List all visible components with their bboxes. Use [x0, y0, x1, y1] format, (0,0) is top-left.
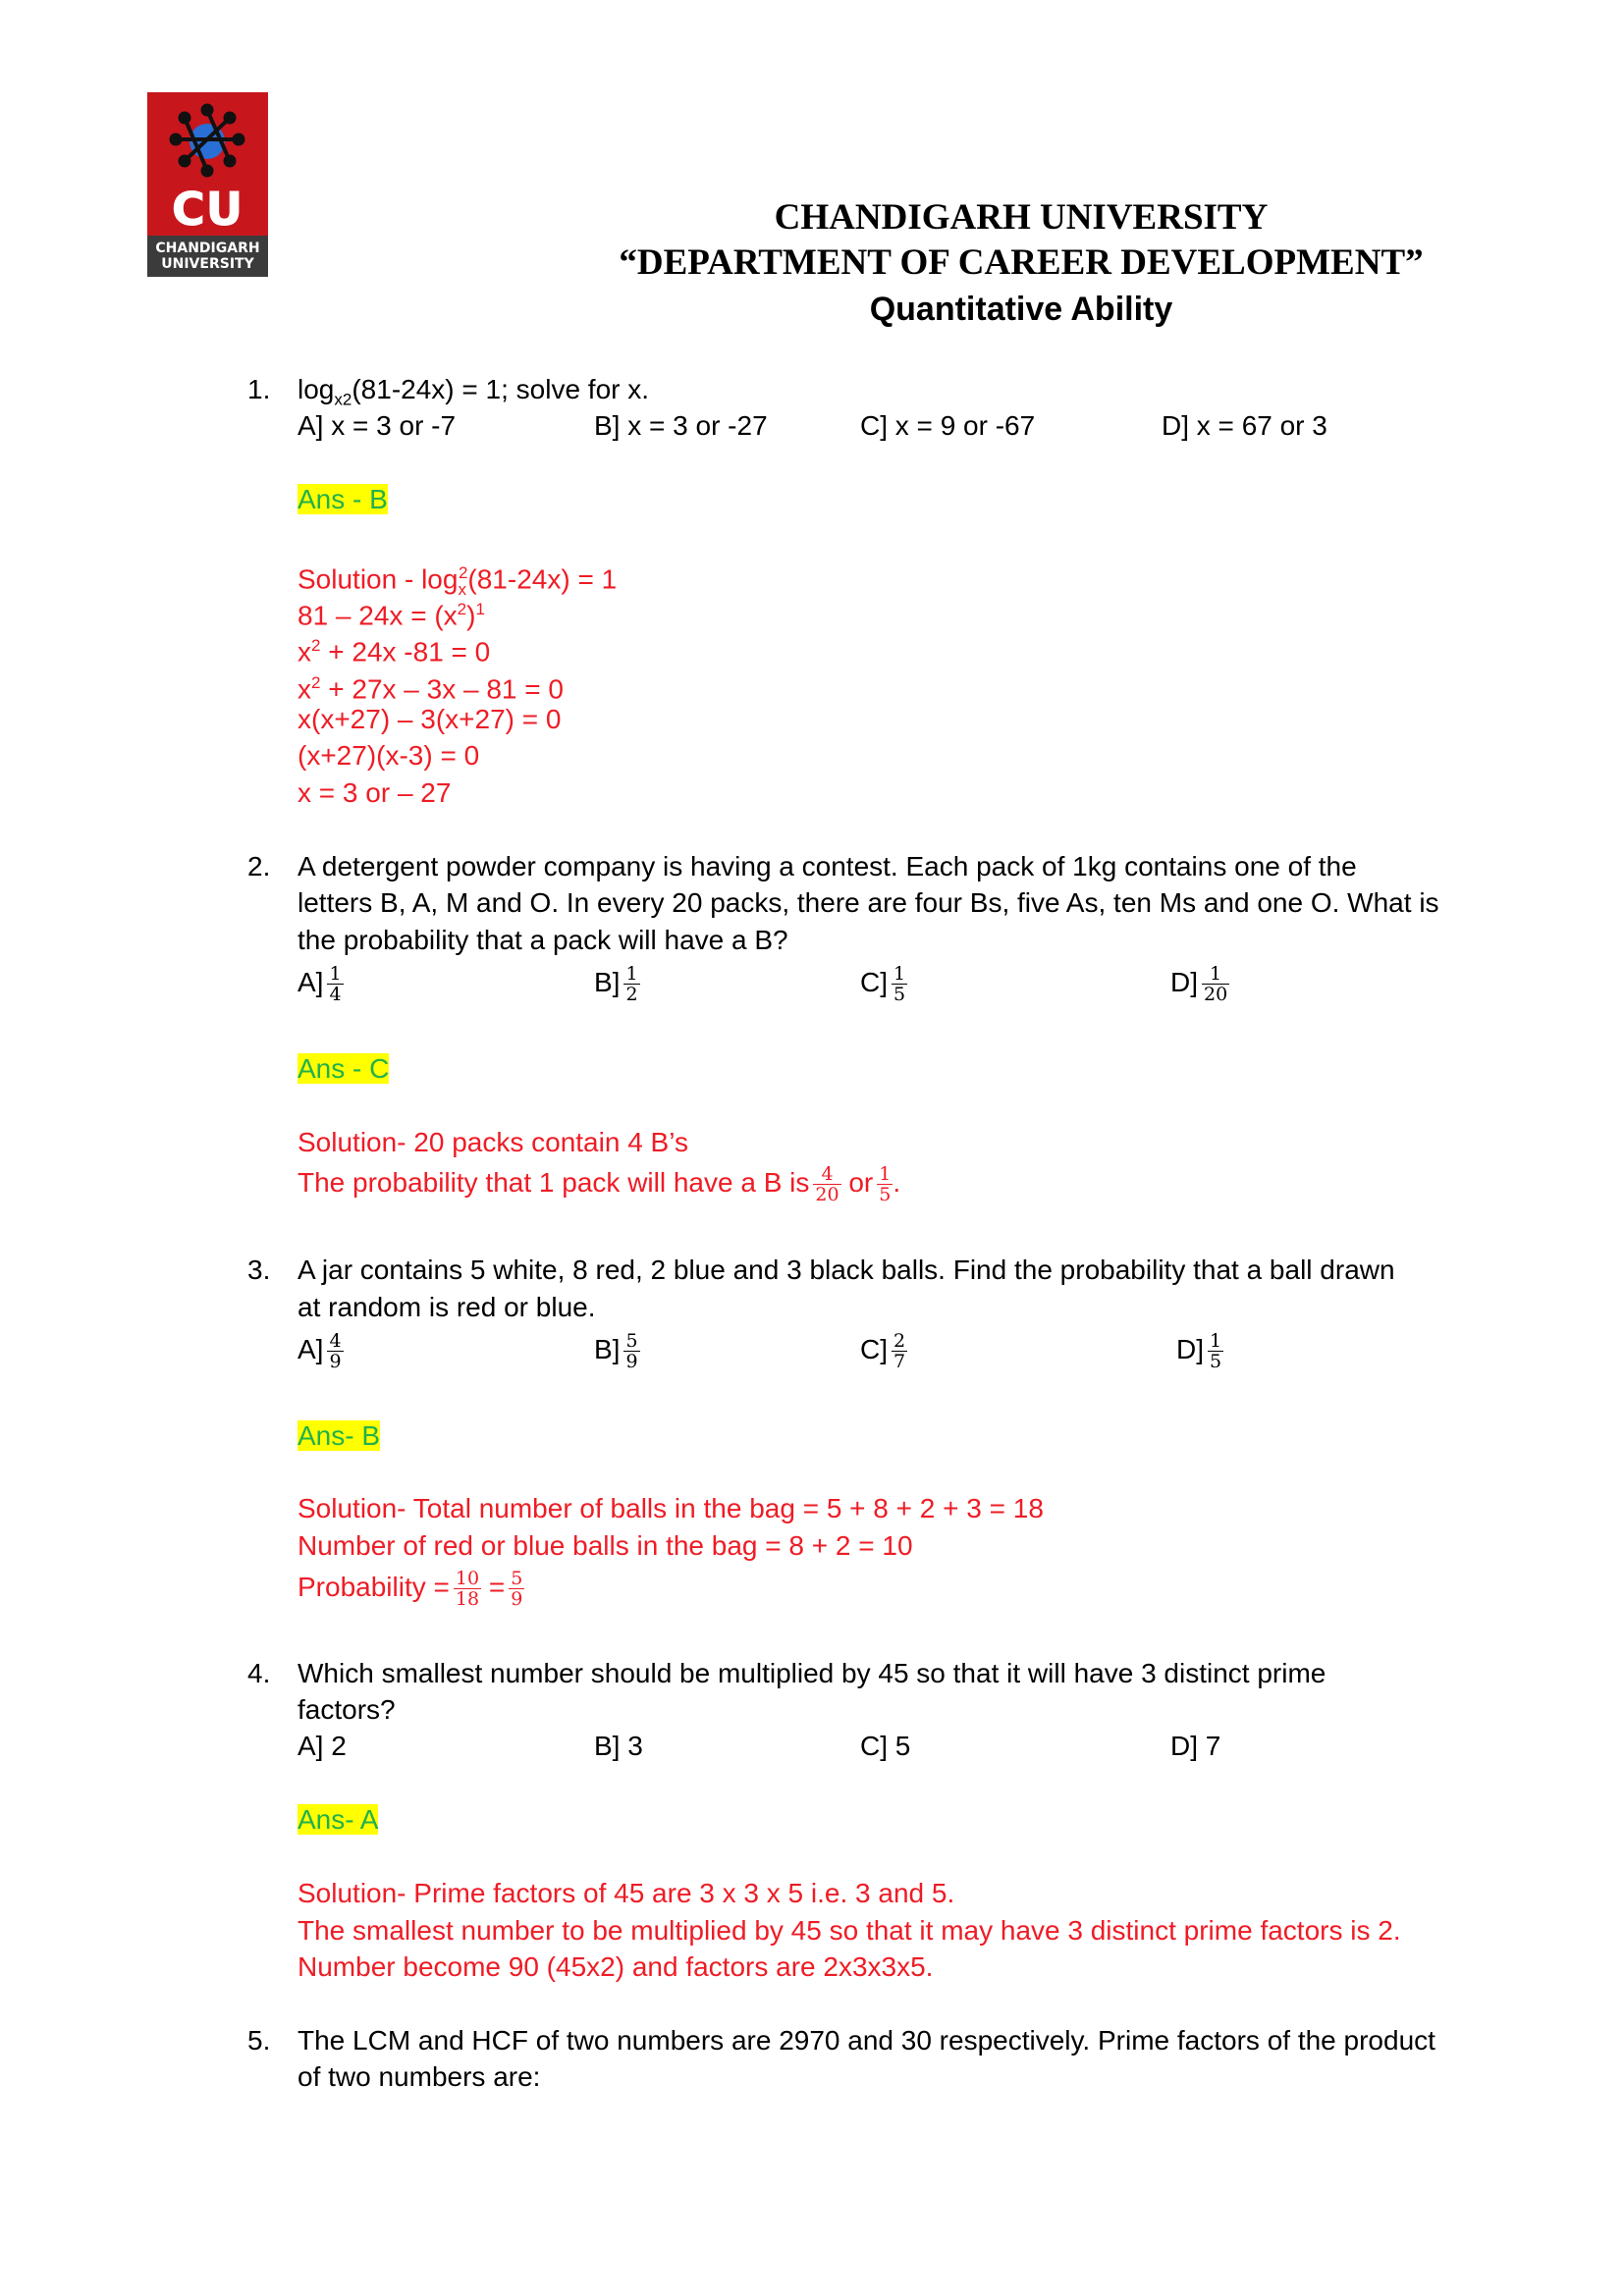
- solution-line: Solution- Prime factors of 45 are 3 x 3 x 5 i.e. 3 and 5.: [298, 1878, 955, 1908]
- answer-label: Ans- B: [298, 1420, 381, 1451]
- solution-line: Number of red or blue balls in the bag = 8 + 2 = 10: [298, 1530, 913, 1561]
- question-text: of two numbers are:: [298, 2061, 541, 2092]
- solution-line: (x+27)(x-3) = 0: [298, 740, 480, 771]
- question-text: A detergent powder company is having a contest. Each pack of 1kg contains one of the: [298, 851, 1357, 881]
- solution-line: $81 - 24x = (x^2)^1$: [298, 600, 485, 631]
- question-number: 1.: [247, 374, 271, 404]
- solution-line: Solution- 20 packs contain 4 B’s: [298, 1127, 688, 1157]
- answer-label: Ans - C: [298, 1053, 390, 1084]
- solution-line: x = 3 or – 27: [298, 777, 452, 808]
- option-d: D] $\frac{1}{5}$: [1176, 1330, 1222, 1372]
- solution-line: The probability that 1 pack will have a B is $\frac{4}{20}$ or $\frac{1}{5}$ .: [298, 1163, 901, 1205]
- solution-line: Number become 90 (45x2) and factors are 2x3x3x5.: [298, 1951, 934, 1982]
- question-text: The LCM and HCF of two numbers are 2970 and 30 respectively. Prime factors of the product: [298, 2025, 1435, 2056]
- option-d: D] x = 67 or 3: [1162, 410, 1327, 441]
- option-b: B] 3: [594, 1731, 643, 1761]
- option-a: A] $\frac{4}{9}$: [298, 1330, 342, 1372]
- solution-line: $x^2 + 24x$ -81 = 0: [298, 636, 491, 667]
- solution-line: Solution - $\log_x^2(81-24x) = 1$: [298, 563, 618, 599]
- question-text: the probability that a pack will have a B?: [298, 925, 788, 955]
- option-a: A] $\frac{1}{4}$: [298, 963, 342, 1005]
- question-text: A jar contains 5 white, 8 red, 2 blue and 3 black balls. Find the probability that a ball drawn: [298, 1255, 1395, 1285]
- option-b: B] $\frac{5}{9}$: [594, 1330, 638, 1372]
- option-a: A] 2: [298, 1731, 347, 1761]
- solution-line: Solution- Total number of balls in the bag = 5 + 8 + 2 + 3 = 18: [298, 1493, 1044, 1523]
- question-text: factors?: [298, 1694, 396, 1725]
- option-b: B] $\frac{1}{2}$: [594, 963, 638, 1005]
- logo-cu-text: CU: [171, 183, 244, 236]
- solution-line: $x^2 + 27x - 3x - 81 = 0$: [298, 673, 564, 705]
- option-c: C] x = 9 or -67: [860, 410, 1036, 441]
- option-c: C] 5: [860, 1731, 911, 1761]
- option-b: B] x = 3 or -27: [594, 410, 768, 441]
- question-number: 3.: [247, 1255, 271, 1285]
- department-title: “DEPARTMENT OF CAREER DEVELOPMENT”: [619, 242, 1424, 283]
- option-a: A] x = 3 or -7: [298, 410, 457, 441]
- question-text: Which smallest number should be multiplied by 45 so that it will have 3 distinct prime: [298, 1658, 1326, 1688]
- logo-emblem-icon: [147, 92, 268, 187]
- solution-line: The smallest number to be multiplied by 45 so that it may have 3 distinct prime factors is 2.: [298, 1915, 1401, 1946]
- solution-line: Probability = $\frac{10}{18}$ = $\frac{5}{9}$: [298, 1568, 523, 1610]
- answer-label: Ans- A: [298, 1804, 379, 1835]
- question-number: 4.: [247, 1658, 271, 1688]
- question-text: $\log_{x2}(81-24x) = 1$; solve for x.: [298, 374, 650, 409]
- question-number: 5.: [247, 2025, 271, 2056]
- option-c: C] $\frac{2}{7}$: [860, 1330, 906, 1372]
- option-d: D] $\frac{1}{20}$: [1170, 963, 1228, 1005]
- subject-title: Quantitative Ability: [869, 291, 1173, 328]
- solution-line: x(x+27) – 3(x+27) = 0: [298, 704, 562, 734]
- answer-label: Ans - B: [298, 484, 388, 514]
- question-text: letters B, A, M and O. In every 20 packs, there are four Bs, five As, ten Ms and one O. What is: [298, 887, 1439, 918]
- university-title: CHANDIGARH UNIVERSITY: [774, 197, 1269, 238]
- option-c: C] $\frac{1}{5}$: [860, 963, 906, 1005]
- logo-band-text: CHANDIGARH UNIVERSITY: [147, 236, 268, 277]
- question-number: 2.: [247, 851, 271, 881]
- option-d: D] 7: [1170, 1731, 1221, 1761]
- question-text: at random is red or blue.: [298, 1292, 596, 1322]
